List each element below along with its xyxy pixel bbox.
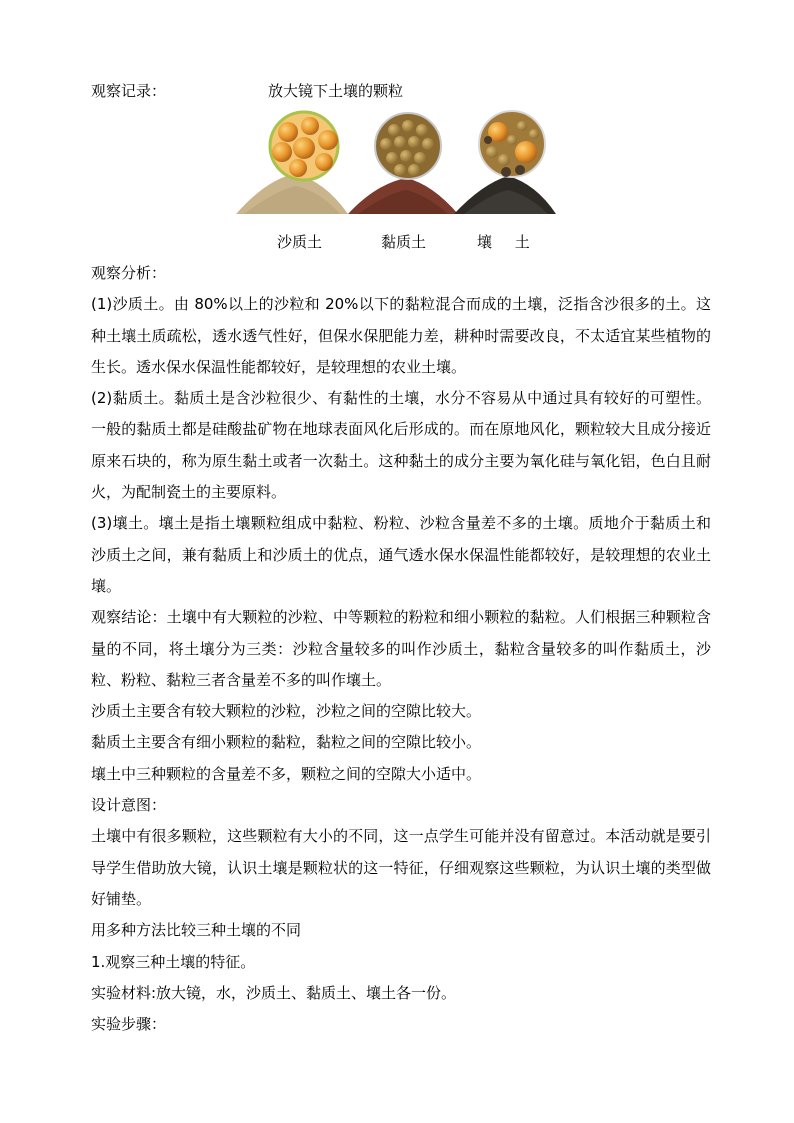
- experiment-materials: 实验材料:放大镜，水，沙质土、黏质土、壤土各一份。: [91, 983, 457, 1002]
- soil-illustration: [236, 110, 556, 222]
- step-one: 1.观察三种土壤的特征。: [91, 952, 256, 971]
- loam-magnifier: [479, 111, 545, 177]
- loam-soil-sample: [454, 111, 556, 214]
- figure-captions: [91, 226, 711, 258]
- observation-record-label: 观察记录：: [91, 82, 167, 100]
- clay-magnifier: [375, 113, 441, 179]
- figure-header: [91, 76, 711, 106]
- clay-soil-summary: 黏质土主要含有细小颗粒的黏粒，黏粒之间的空隙比较小。: [91, 733, 482, 752]
- observation-conclusion: 观察结论：土壤中有大颗粒的沙粒、中等颗粒的粉粒和细小颗粒的黏粒。人们根据三种颗粒含量的不同，将土壤分为三类：沙粒含量较多的叫作沙质土，黏粒含量较多的叫作黏质土，沙粒、粉粒、黏粒三者含量差不多的叫作壤土。: [91, 608, 711, 689]
- document-content: [91, 76, 711, 1040]
- design-intent: 土壤中有很多颗粒，这些颗粒有大小的不同，这一点学生可能并没有留意过。本活动就是要引导学生借助放大镜，认识土壤是颗粒状的这一特征，仔细观察这些颗粒，为认识土壤的类型做好铺垫。: [91, 827, 711, 908]
- compare-heading: 用多种方法比较三种土壤的不同: [91, 921, 302, 940]
- sandy-soil-sample: [236, 112, 348, 214]
- caption-loam-soil: 壤 土: [477, 233, 539, 251]
- sandy-soil-summary: 沙质土主要含有较大颗粒的沙粒，沙粒之间的空隙比较大。: [91, 702, 482, 721]
- clay-soil-sample: [348, 113, 458, 214]
- analysis-clay-soil: (2)黏质土。黏质土是含沙粒很少、有黏性的土壤，水分不容易从中通过具有较好的可塑性。一般的黏质土都是硅酸盐矿物在地球表面风化后形成的。而在原地风化，颗粒较大且成分接近原来石块的，称为原生黏土或者一次黏土。这种黏土的成分主要为氧化硅与氧化铝，色白且耐火，为配制瓷土的主要原料。: [91, 389, 711, 502]
- analysis-sandy-soil: (1)沙质土。由 80%以上的沙粒和 20%以下的黏粒混合而成的土壤，泛指含沙很多的土。这种土壤土质疏松，透水透气性好，但保水保肥能力差，耕种时需要改良，不太适宜某些植物的生长。透水保水保温性能都较好，是较理想的农业土壤。: [91, 295, 711, 376]
- caption-sandy-soil: 沙质土: [277, 233, 323, 251]
- caption-clay-soil: 黏质土: [381, 233, 427, 251]
- experiment-steps-heading: 实验步骤：: [91, 1015, 167, 1034]
- sandy-magnifier: [270, 112, 338, 180]
- soil-particles-figure: [236, 110, 556, 222]
- loam-soil-summary: 壤土中三种颗粒的含量差不多，颗粒之间的空隙大小适中。: [91, 764, 482, 783]
- analysis-loam-soil: (3)壤土。壤土是指土壤颗粒组成中黏粒、粉粒、沙粒含量差不多的土壤。质地介于黏质土和沙质土之间，兼有黏质上和沙质土的优点，通气透水保水保温性能都较好，是较理想的农业土壤。: [91, 514, 711, 595]
- analysis-heading: 观察分析：: [91, 264, 167, 282]
- design-intent-heading: 设计意图：: [91, 796, 167, 815]
- figure-title: 放大镜下土壤的颗粒: [268, 82, 404, 100]
